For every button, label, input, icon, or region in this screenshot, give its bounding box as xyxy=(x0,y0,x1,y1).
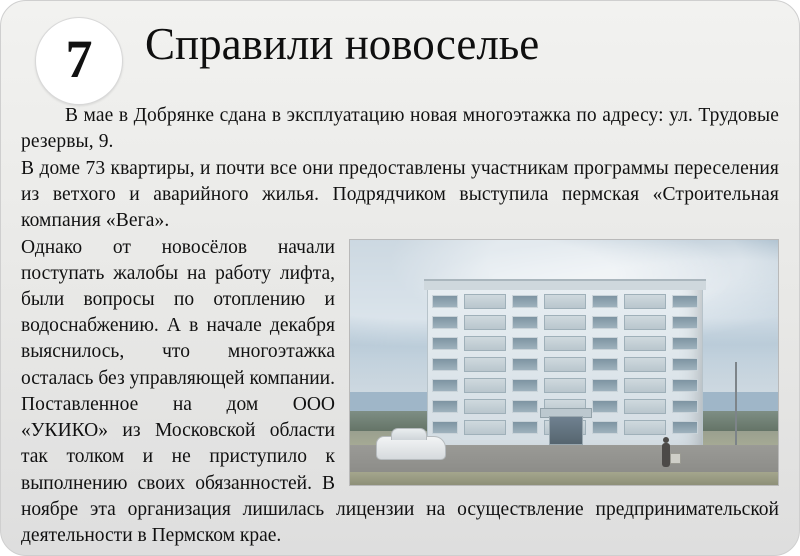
window xyxy=(672,400,698,413)
article-header xyxy=(21,15,779,93)
window xyxy=(512,358,538,371)
balcony xyxy=(544,315,586,329)
balcony xyxy=(624,315,666,329)
window xyxy=(672,295,698,308)
pedestrian-bag xyxy=(670,453,681,464)
window xyxy=(512,295,538,308)
balcony xyxy=(544,336,586,350)
balcony xyxy=(464,294,506,308)
balcony xyxy=(464,378,506,392)
building xyxy=(427,284,703,446)
text-photo-flow xyxy=(21,235,779,550)
window xyxy=(512,400,538,413)
window xyxy=(592,316,618,329)
article-number: 7 xyxy=(65,29,93,89)
paragraph-3: Однако от новосёлов начали поступать жалобы на работу лифта, были вопросы по отоплению и водоснабжению. А в начале декабря выяснилось, что многоэтажка осталась без управляющей компании. Поставленное на дом ООО «УКИКО» из Московской области так толком и не приступило к выполнению своих обязанностей. В ноябре эта организация лишилась лицензии на осуществление предпринимательской деятельности в Пермском крае. xyxy=(21,236,779,547)
window xyxy=(592,295,618,308)
parked-car xyxy=(376,436,446,460)
floor-row xyxy=(432,378,698,394)
window xyxy=(432,379,458,392)
floor-row xyxy=(432,315,698,331)
balcony xyxy=(544,378,586,392)
window xyxy=(512,337,538,350)
balcony xyxy=(624,294,666,308)
window xyxy=(592,358,618,371)
window xyxy=(432,421,458,434)
window xyxy=(432,400,458,413)
balcony xyxy=(624,378,666,392)
window xyxy=(672,421,698,434)
window xyxy=(432,295,458,308)
article-inner xyxy=(1,1,799,555)
balcony xyxy=(464,420,506,434)
apartment-building-photo xyxy=(349,239,779,486)
page-title: Справили новоселье xyxy=(145,19,540,69)
window xyxy=(592,379,618,392)
balcony xyxy=(624,336,666,350)
entrance-door xyxy=(549,416,584,445)
window xyxy=(512,421,538,434)
article-number-badge xyxy=(35,17,123,105)
window xyxy=(432,316,458,329)
balcony xyxy=(464,357,506,371)
window xyxy=(432,358,458,371)
window xyxy=(512,379,538,392)
balcony xyxy=(464,315,506,329)
window xyxy=(672,316,698,329)
window xyxy=(672,379,698,392)
floor-row xyxy=(432,357,698,373)
balcony xyxy=(544,294,586,308)
building-roof xyxy=(424,279,706,290)
window xyxy=(592,400,618,413)
article-body xyxy=(21,103,779,549)
balcony xyxy=(624,399,666,413)
window xyxy=(512,316,538,329)
paragraph-2: В доме 73 квартиры, и почти все они предоставлены участникам программы переселения из ветхого и аварийного жилья. Подрядчиком выступила пермская «Строительная компания «Вега». xyxy=(21,157,779,231)
paragraph-1: В мае в Добрянке сдана в эксплуатацию новая многоэтажка по адресу: ул. Трудовые резервы, 9. xyxy=(21,105,779,152)
balcony xyxy=(624,420,666,434)
balcony xyxy=(624,357,666,371)
window xyxy=(592,337,618,350)
window xyxy=(672,358,698,371)
window xyxy=(592,421,618,434)
window xyxy=(672,337,698,350)
balcony xyxy=(544,357,586,371)
floor-row xyxy=(432,294,698,310)
utility-pole xyxy=(735,362,737,445)
balcony xyxy=(464,399,506,413)
window xyxy=(432,337,458,350)
floor-row xyxy=(432,336,698,352)
balcony xyxy=(464,336,506,350)
